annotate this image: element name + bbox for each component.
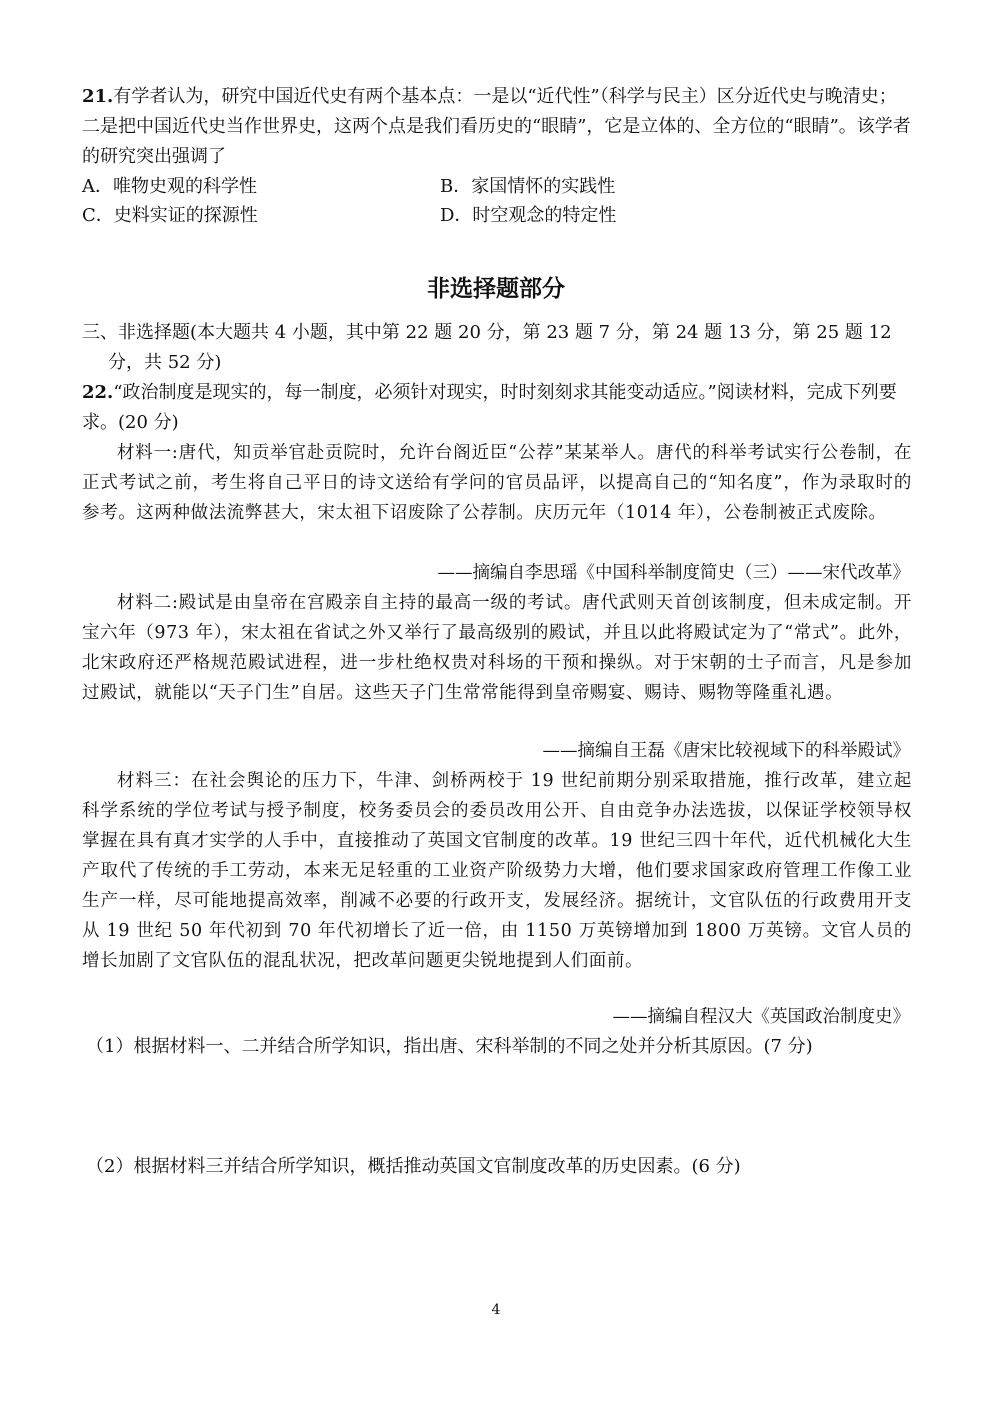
section-title: 非选择题部分 bbox=[427, 275, 565, 302]
material-3: 材料三：在社会舆论的压力下，牛津、剑桥两校于 19 世纪前期分别采取措施，推行改革，建立起科学系统的学位考试与授予制度，校务委员会的委员改用公开、自由竞争办法选拔，以保证学校领导权掌握在具有真才实学的人手中，直接推动了英国文官制度的改革。19 世纪三四十年代，近代机械化大生产取代了传统的手工劳动，本来无足轻重的工业资产阶级势力大增，他们要求国家政府管理工作像工业生产一样，尽可能地提高效率，削减不必要的行政开支，发展经济。据统计，文官队伍的行政费用开支从 19 世纪 50 年代初到 70 年代初增长了近一倍，由 1150 万英镑增加到 1800 万英镑。文官人员的增长加剧了文官队伍的混乱状况，把改革问题更尖锐地提到人们面前。 bbox=[82, 771, 912, 971]
question-22 bbox=[82, 378, 914, 438]
material-3-source: ——摘编自程汉大《英国政治制度史》 bbox=[612, 1007, 910, 1027]
material-2: 材料二:殿试是由皇帝在宫殿亲自主持的最高一级的考试。唐代武则天首创该制度，但未成定制。开宝六年（973 年），宋太祖在省试之外又举行了最高级别的殿试，并且以此将殿试定为了“常式”。此外，北宋政府还严格规范殿试进程，进一步杜绝权贵对科场的干预和操纵。对于宋朝的士子而言，凡是参加过殿试，就能以“天子门生”自居。这些天子门生常常能得到皇帝赐宴、赐诗、赐物等隆重礼遇。 bbox=[82, 593, 913, 703]
material-1-source: ——摘编自李思瑶《中国科举制度简史（三）——宋代改革》 bbox=[437, 563, 910, 583]
question-21 bbox=[82, 82, 914, 172]
question-22-number: 22. bbox=[82, 382, 114, 403]
option-d: D．时空观念的特定性 bbox=[440, 205, 617, 226]
question-21-number: 21. bbox=[82, 86, 114, 107]
option-c: C．史料实证的探源性 bbox=[82, 205, 258, 226]
sub-question-2: （2）根据材料三并结合所学知识，概括推动英国文官制度改革的历史因素。(6 分) bbox=[86, 1156, 741, 1177]
section-intro: 三、非选择题(本大题共 4 小题，其中第 22 题 20 分，第 23 题 7 分，第 24 题 13 分，第 25 题 12 分，共 52 分) bbox=[82, 322, 892, 373]
option-b: B．家国情怀的实践性 bbox=[440, 176, 616, 197]
option-a: A．唯物史观的科学性 bbox=[82, 176, 257, 197]
material-2-source: ——摘编自王磊《唐宋比较视域下的科举殿试》 bbox=[542, 741, 910, 761]
question-22-stem: “政治制度是现实的，每一制度，必须针对现实，时时刻刻求其能变动适应。”阅读材料，完成下列要求。(20 分) bbox=[82, 382, 897, 433]
question-21-stem: 有学者认为，研究中国近代史有两个基本点：一是以“近代性”（科学与民主）区分近代史与晚清史；二是把中国近代史当作世界史，这两个点是我们看历史的“眼睛”，它是立体的、全方位的“眼睛”。该学者的研究突出强调了 bbox=[82, 86, 911, 167]
page-number: 4 bbox=[491, 1302, 501, 1318]
material-1: 材料一:唐代，知贡举官赴贡院时，允许台阁近臣“公荐”某某举人。唐代的科举考试实行公卷制，在正式考试之前，考生将自己平日的诗文送给有学问的官员品评，以提高自己的“知名度”，作为录取时的参考。这两种做法流弊甚大，宋太祖下诏废除了公荐制。庆历元年（1014 年），公卷制被正式废除。 bbox=[82, 443, 912, 523]
sub-question-1: （1）根据材料一、二并结合所学知识，指出唐、宋科举制的不同之处并分析其原因。(7 分) bbox=[86, 1036, 813, 1057]
